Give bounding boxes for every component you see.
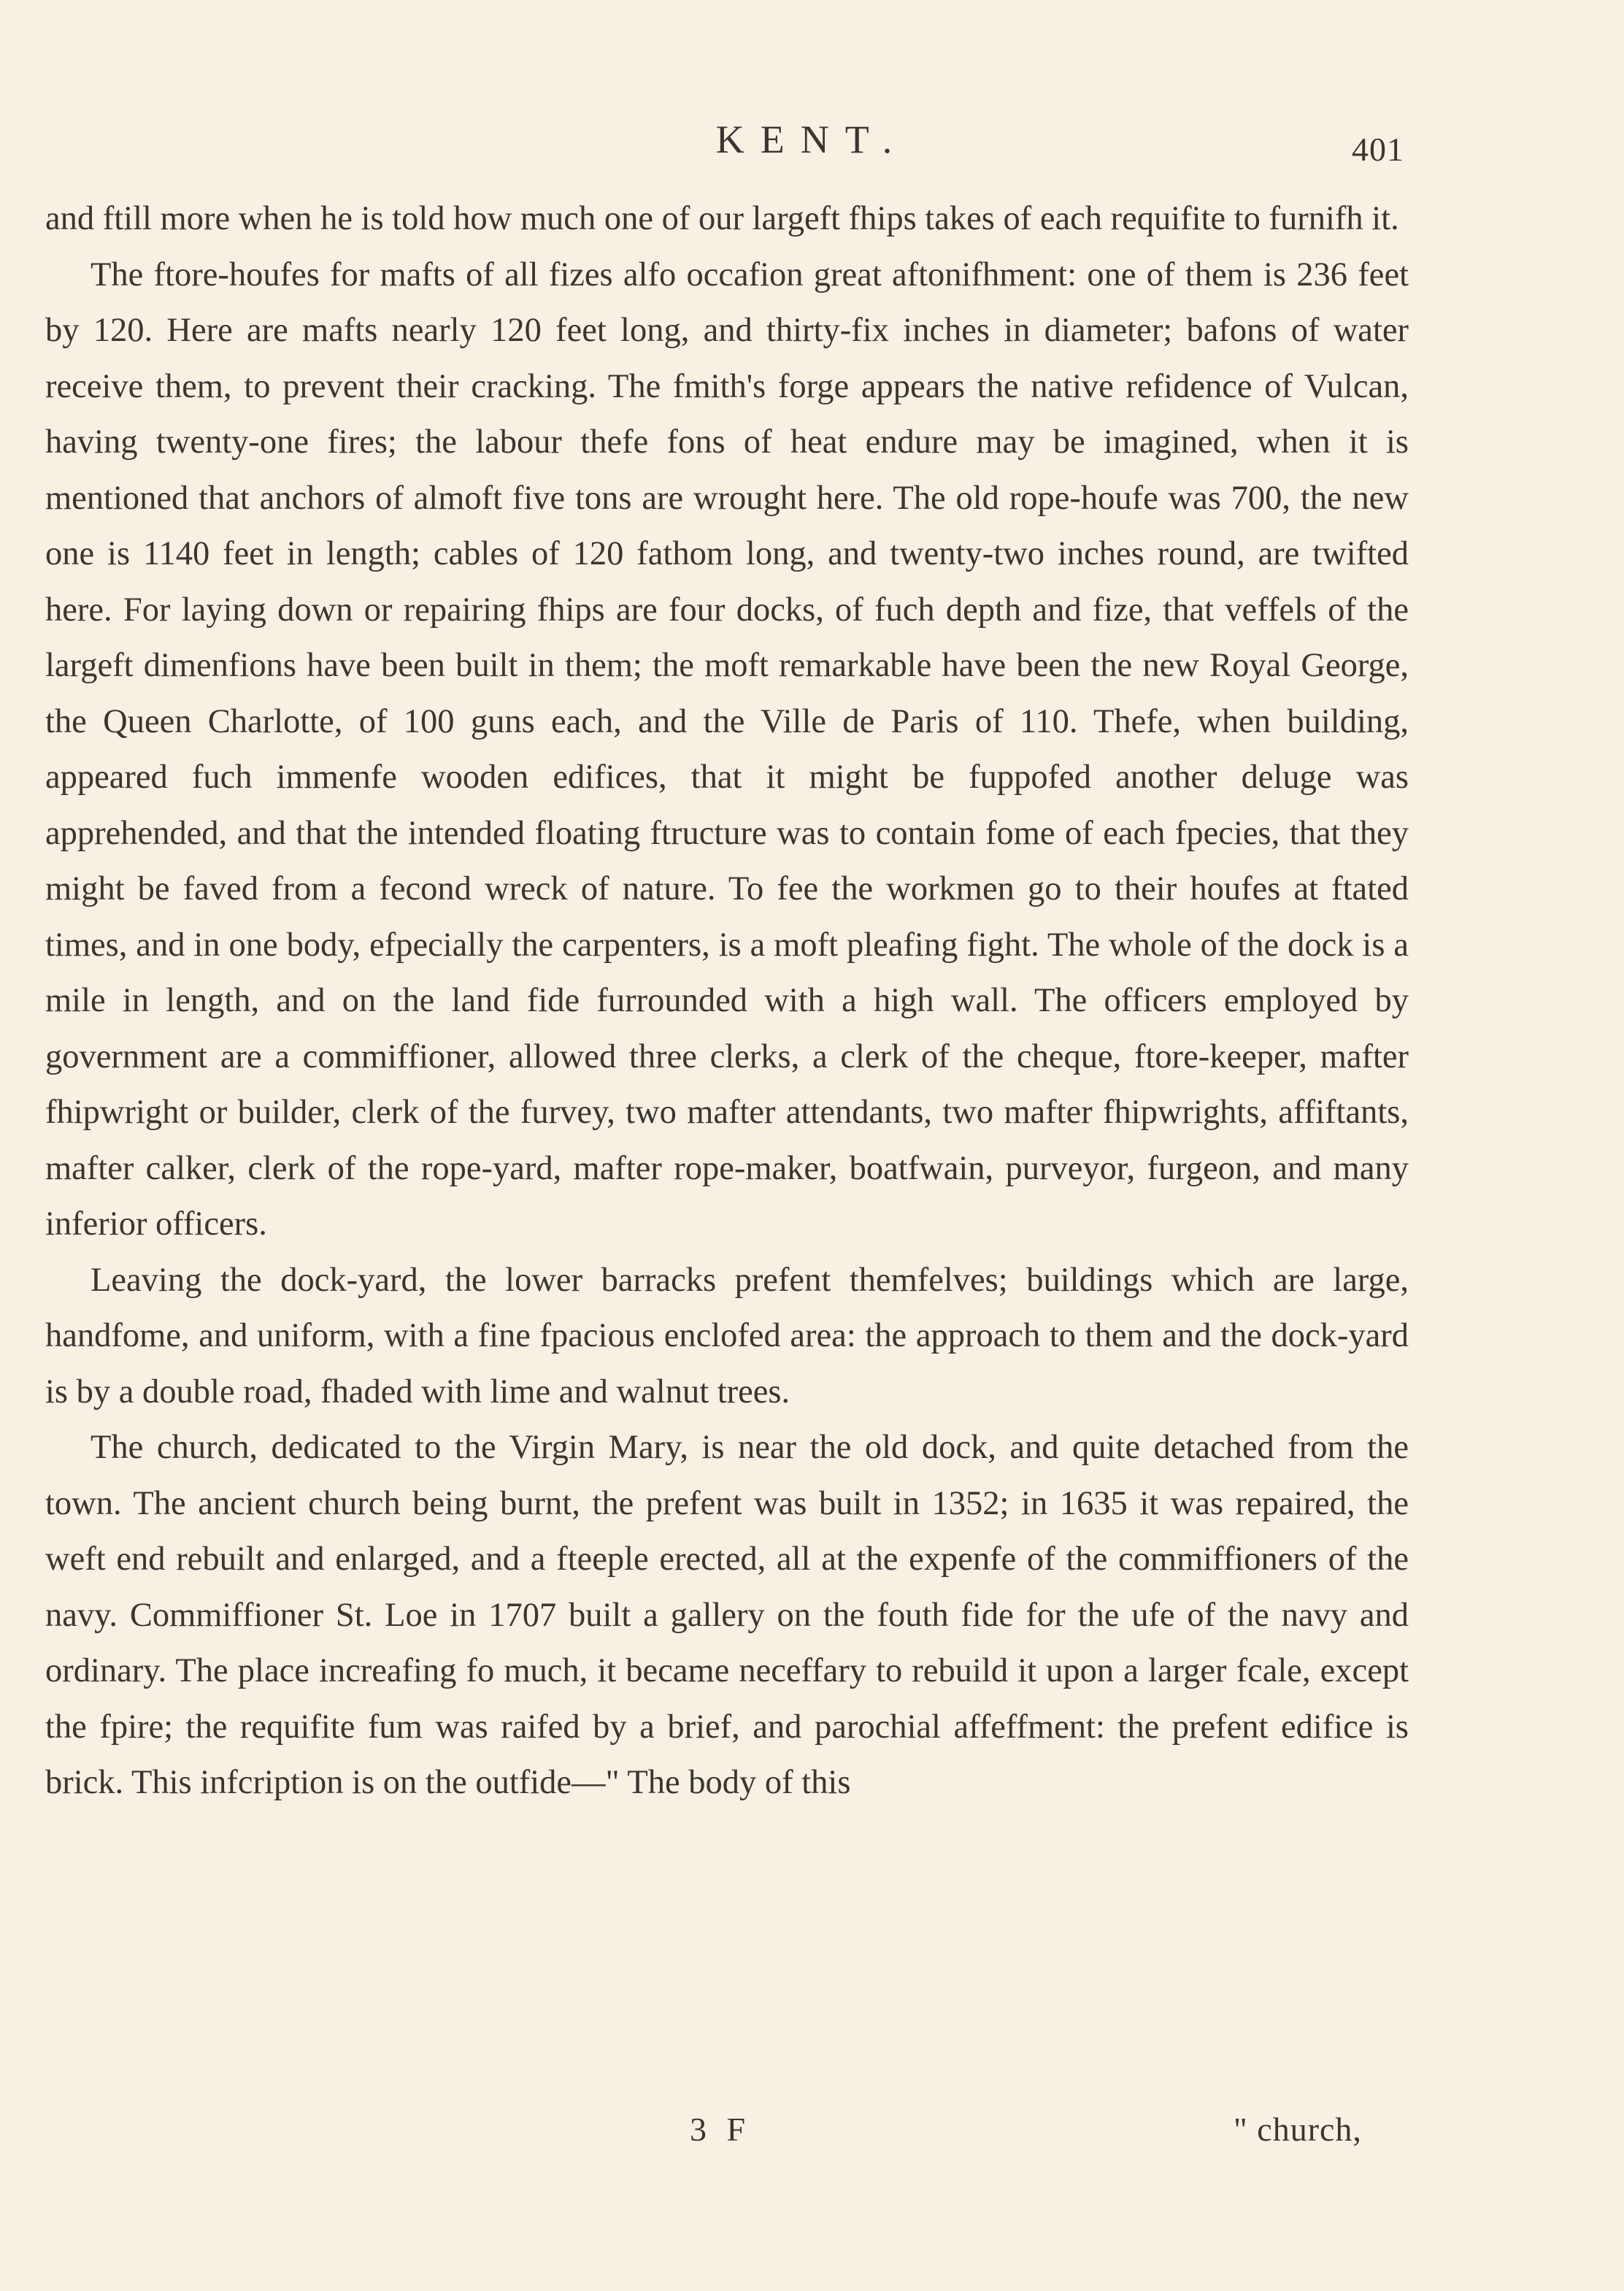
signature-mark: 3 F xyxy=(690,2111,752,2148)
paragraph: and ftill more when he is told how much one of our largeft fhips takes of each requifite to furnifh it. xyxy=(45,200,1399,237)
running-head: KENT. xyxy=(715,118,909,161)
paragraph: The church, dedicated to the Virgin Mary, is near the old dock, and quite detached from the town. The ancient church being burnt, the prefent was built in 1352; in 1635 it was repaired, the weft end rebuilt and enlarged, and a fteeple erected, all at the expenfe of the commiffioners of the navy. Commiffioner St. Loe in 1707 built a gallery on the fouth fide for the ufe of the navy and ordinary. The place increafing fo much, it became neceffary to rebuild it upon a larger fcale, except the fpire; the requifite fum was raifed by a brief, and parochial affeffment: the prefent edifice is brick. This infcription is on the outfide—" The body of this xyxy=(45,1429,1409,1801)
page-number: 401 xyxy=(1352,131,1404,168)
paragraph: The ftore-houfes for mafts of all fizes alfo occafion great aftonifhment: one of them is 236 feet by 120. Here are mafts nearly 120 feet long, and thirty-fix inches in diameter; bafons of water receive them, to prevent their cracking. The fmith's forge appears the native refidence of Vulcan, having twenty-one fires; the labour thefe fons of heat endure may be imagined, when it is mentioned that anchors of almoft five tons are wrought here. The old rope-houfe was 700, the new one is 1140 feet in length; cables of 120 fathom long, and twenty-two inches round, are twifted here. For laying down or repairing fhips are four docks, of fuch depth and fize, that veffels of the largeft dimenfions have been built in them; the moft remarkable have been the new Royal George, the Queen Charlotte, of 100 guns each, and the Ville de Paris of 110. Thefe, when building, appeared fuch immenfe wooden edifices, that it might be fuppofed another deluge was apprehended, and that the intended floating ftructure was to contain fome of each fpecies, that they might be faved from a fecond wreck of nature. To fee the workmen go to their houfes at ftated times, and in one body, efpecially the carpenters, is a moft pleafing fight. The whole of the dock is a mile in length, and on the land fide furrounded with a high wall. The officers employed by government are a commiffioner, allowed three clerks, a clerk of the cheque, ftore-keeper, mafter fhipwright or builder, clerk of the furvey, two mafter attendants, two mafter fhipwrights, affiftants, mafter calker, clerk of the rope-yard, mafter rope-maker, boatfwain, purveyor, furgeon, and many inferior officers. xyxy=(45,256,1409,1243)
catchword: " church, xyxy=(1234,2111,1362,2148)
body-text xyxy=(45,191,1409,1811)
page-footer xyxy=(0,2110,1624,2168)
paragraph: Leaving the dock-yard, the lower barracks prefent themfelves; buildings which are large, handfome, and uniform, with a fine fpacious enclofed area: the approach to them and the dock-yard is by a double road, fhaded with lime and walnut trees. xyxy=(45,1261,1409,1411)
